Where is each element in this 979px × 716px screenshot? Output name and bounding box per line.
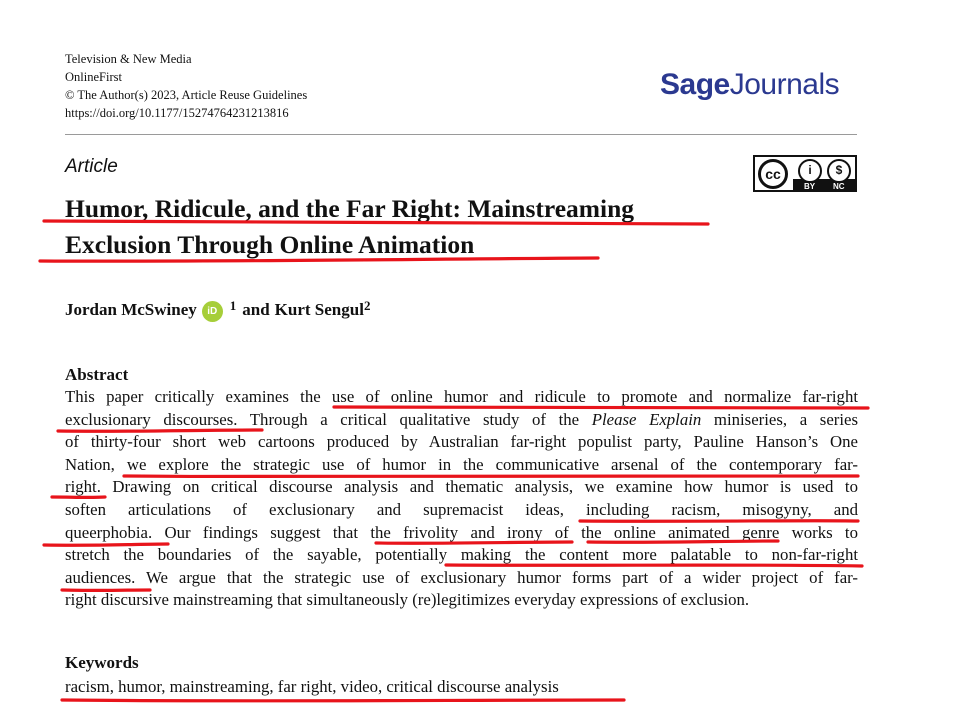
author-name-2[interactable]: Kurt Sengul: [274, 300, 364, 319]
keywords-list: racism, humor, mainstreaming, far right, video, critical discourse analysis: [65, 677, 559, 696]
creative-commons-license-badge[interactable]: [753, 155, 857, 192]
series-title-italic: Please Explain: [591, 409, 702, 429]
license-nc-label: NC: [833, 182, 845, 191]
logo-sage: Sage: [660, 68, 730, 101]
author-list: [65, 300, 370, 321]
attribution-icon: i: [798, 159, 822, 183]
journal-name: Television & New Media: [65, 52, 192, 66]
abstract-heading: Abstract: [65, 365, 129, 384]
abstract-line: queerphobia. Our findings suggest that the frivolity and irony of the online animated genre works to: [65, 522, 858, 542]
logo-journals: Journals: [729, 68, 840, 101]
abstract-body: [65, 386, 858, 612]
title-line-1: Humor, Ridicule, and the Far Right: Mainstreaming: [65, 194, 635, 223]
doi-link[interactable]: https://doi.org/10.1177/15274764231213816: [65, 106, 289, 120]
abstract-line: audiences. We argue that the strategic use of exclusionary humor forms part of a wider project of far-: [65, 567, 858, 587]
abstract-line: right discursive mainstreaming that simultaneously (re)legitimizes everyday expressions of exclusion.: [65, 590, 750, 610]
cc-icon: cc: [758, 159, 788, 189]
copyright-line[interactable]: © The Author(s) 2023, Article Reuse Guidelines: [65, 88, 308, 102]
abstract-line: Nation, we explore the strategic use of humor in the communicative arsenal of the contemporary far-: [65, 454, 858, 474]
abstract-line: This paper critically examines the use of online humor and ridicule to promote and normalize far-right: [65, 387, 858, 406]
abstract-line: right. Drawing on critical discourse analysis and thematic analysis, we examine how humor is used to: [65, 477, 858, 497]
orcid-icon[interactable]: iD: [202, 301, 223, 322]
author-affiliation-2: 2: [363, 298, 371, 313]
abstract-line: exclusionary discourses. Through a critical qualitative study of the Please Explain miniseries, a series: [65, 409, 858, 429]
abstract-line: soften articulations of exclusionary and supremacist ideas, including racism, misogyny, and: [65, 499, 858, 519]
keywords-heading: Keywords: [65, 653, 139, 672]
header-divider: [65, 134, 857, 135]
author-conjunction: and: [242, 300, 270, 319]
author-name-1[interactable]: Jordan McSwiney: [65, 300, 197, 319]
noncommercial-icon: $: [827, 159, 851, 183]
author-affiliation-1: 1: [229, 298, 237, 313]
article-metadata: [65, 50, 307, 122]
title-line-2: Exclusion Through Online Animation: [65, 230, 475, 259]
underline-keywords: [62, 700, 624, 701]
article-title: [65, 191, 634, 263]
article-type: Article: [65, 156, 118, 177]
sage-journals-logo[interactable]: [660, 68, 839, 102]
license-by-label: BY: [804, 182, 816, 191]
online-status: OnlineFirst: [65, 70, 122, 84]
abstract-line: stretch the boundaries of the sayable, potentially making the content more palatable to non-far-right: [65, 545, 858, 565]
abstract-line: of thirty-four short web cartoons produced by Australian far-right populist party, Pauline Hanson’s One: [65, 432, 858, 452]
